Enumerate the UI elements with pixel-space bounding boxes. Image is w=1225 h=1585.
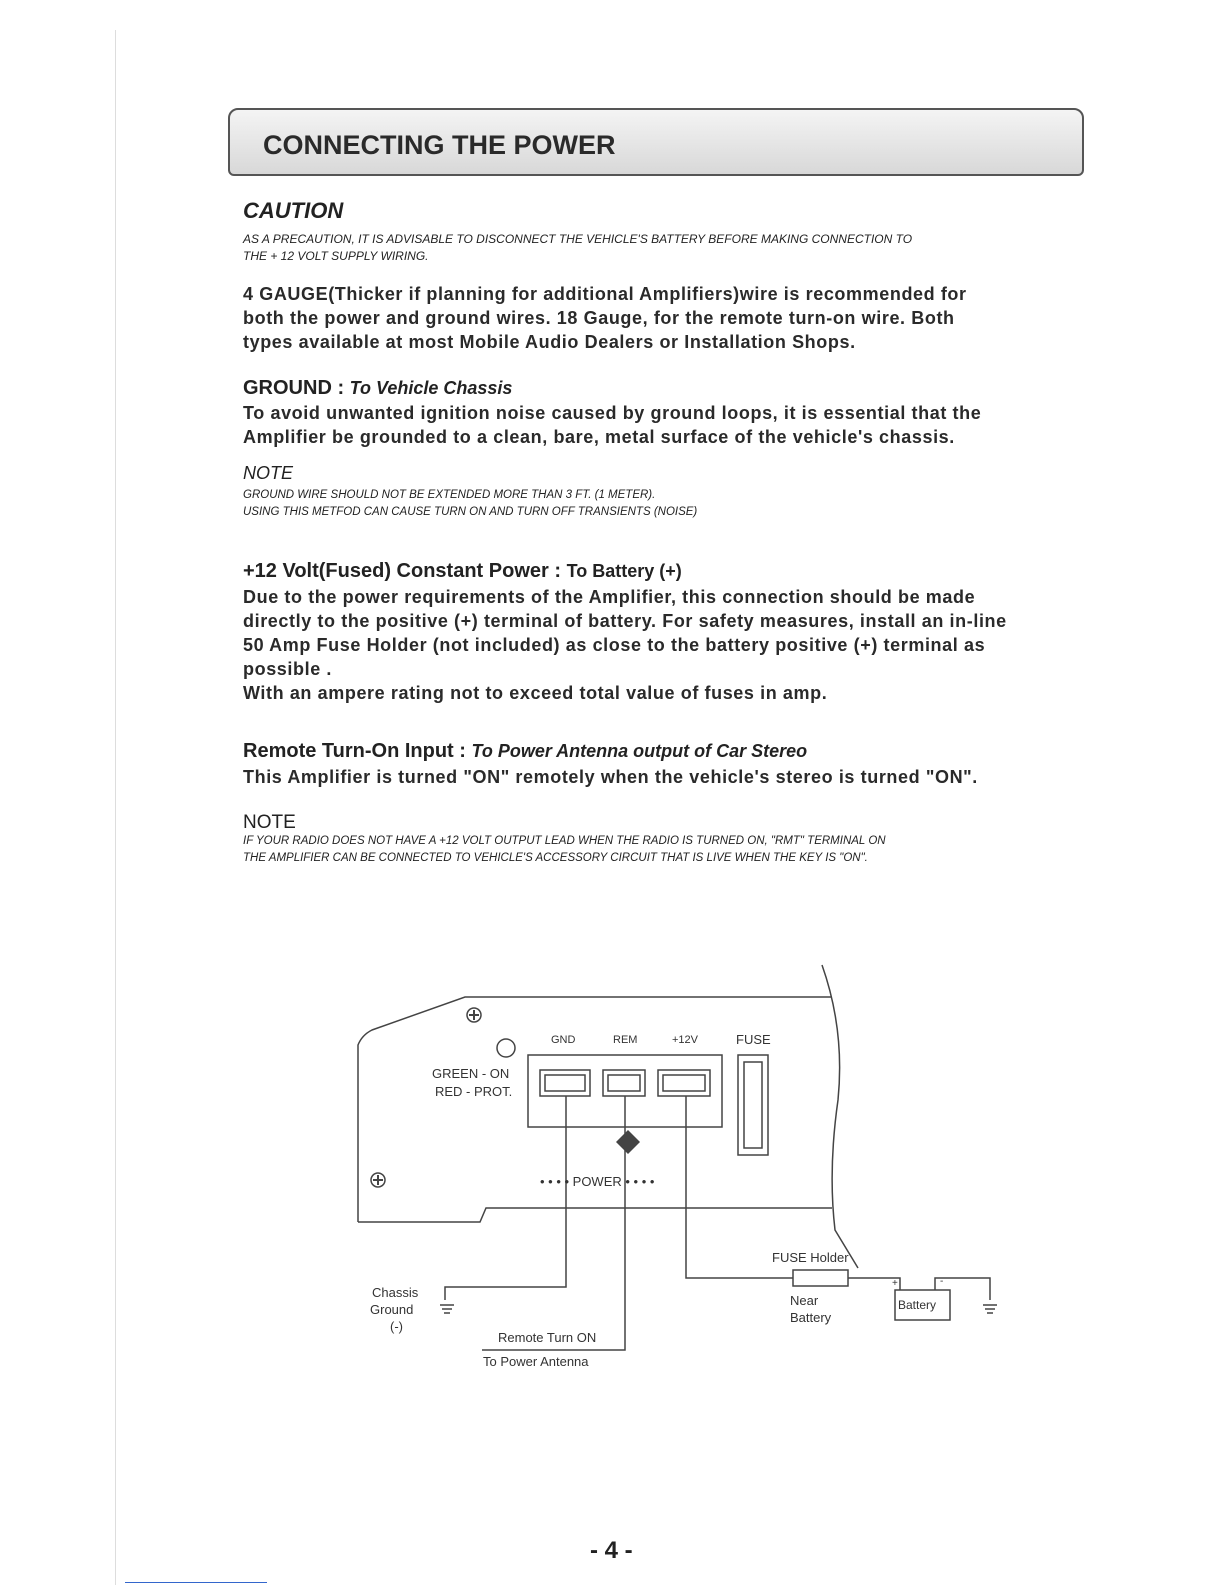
remote-wire <box>482 1096 625 1350</box>
fuse-label: FUSE <box>736 1032 771 1047</box>
power-line: possible . <box>243 659 333 679</box>
caution-line: THE + 12 VOLT SUPPLY WIRING. <box>243 249 429 263</box>
power-subtitle: To Battery (+) <box>566 561 682 581</box>
caution-line: AS A PRECAUTION, IT IS ADVISABLE TO DISCONNECT THE VEHICLE'S BATTERY BEFORE MAKING CONNECTION TO <box>243 232 913 246</box>
gauge-line: types available at most Mobile Audio Dealers or Installation Shops. <box>243 332 856 352</box>
green-on-label: GREEN - ON <box>432 1066 510 1081</box>
amplifier-cut-edge <box>822 965 858 1268</box>
page-title: CONNECTING THE POWER <box>263 130 616 160</box>
note1-line: GROUND WIRE SHOULD NOT BE EXTENDED MORE THAN 3 FT. (1 METER). <box>243 489 656 501</box>
ground-subtitle: To Vehicle Chassis <box>349 378 513 398</box>
power-line: 50 Amp Fuse Holder (not included) as close to the battery positive (+) terminal as <box>243 635 986 655</box>
power-line: Due to the power requirements of the Amplifier, this connection should be made <box>243 587 976 607</box>
link-underline <box>125 1582 267 1583</box>
note2-line: IF YOUR RADIO DOES NOT HAVE A +12 VOLT OUTPUT LEAD WHEN THE RADIO IS TURNED ON, "RMT" TERMINAL ON <box>243 835 886 847</box>
page-number: - 4 - <box>590 1537 633 1564</box>
near-label: Near <box>790 1293 819 1308</box>
chassis-label: Chassis <box>372 1285 419 1300</box>
ground-label: Ground <box>370 1302 414 1317</box>
battery-minus: - <box>940 1276 944 1287</box>
fuse-slot <box>738 1055 768 1155</box>
power-line: directly to the positive (+) terminal of battery. For safety measures, install an in-line <box>243 611 1007 631</box>
note1-line: USING THIS METFOD CAN CAUSE TURN ON AND TURN OFF TRANSIENTS (NOISE) <box>243 506 698 518</box>
led-indicator <box>497 1039 515 1057</box>
remote-on-label: Remote Turn ON <box>498 1330 597 1345</box>
power-title: +12 Volt(Fused) Constant Power : <box>243 560 567 582</box>
gnd-label: GND <box>551 1034 576 1046</box>
negative-label: (-) <box>390 1319 403 1334</box>
remote-title: Remote Turn-On Input : <box>243 740 472 762</box>
power-label: • • • • POWER • • • • <box>540 1174 655 1189</box>
ground-title: GROUND : <box>243 377 350 399</box>
remote-subtitle: To Power Antenna output of Car Stereo <box>471 741 808 761</box>
note2-heading: NOTE <box>243 812 296 833</box>
fuse-holder <box>793 1270 848 1286</box>
gauge-line: 4 GAUGE(Thicker if planning for additional Amplifiers)wire is recommended for <box>243 284 967 304</box>
remote-line: This Amplifier is turned "ON" remotely when the vehicle's stereo is turned "ON". <box>243 767 978 787</box>
gauge-line: both the power and ground wires. 18 Gauge, for the remote turn-on wire. Both <box>243 308 955 328</box>
fuse-holder-label: FUSE Holder <box>772 1250 849 1265</box>
rem-label: REM <box>613 1034 638 1046</box>
battery-word-label: Battery <box>790 1310 832 1325</box>
antenna-label: To Power Antenna <box>483 1354 589 1369</box>
note2-line: THE AMPLIFIER CAN BE CONNECTED TO VEHICLE'S ACCESSORY CIRCUIT THAT IS LIVE WHEN THE KEY IS "ON". <box>243 852 868 864</box>
battery-plus: + <box>892 1278 898 1289</box>
battery-label: Battery <box>898 1298 937 1312</box>
red-prot-label: RED - PROT. <box>435 1084 513 1099</box>
note1-heading: NOTE <box>243 463 294 483</box>
ground-line: To avoid unwanted ignition noise caused by ground loops, it is essential that the <box>243 403 982 423</box>
12v-label: +12V <box>672 1034 698 1046</box>
caution-heading: CAUTION <box>243 198 344 223</box>
power-line: With an ampere rating not to exceed total value of fuses in amp. <box>243 683 828 703</box>
amplifier-bottom <box>358 1208 832 1222</box>
ground-line: Amplifier be grounded to a clean, bare, metal surface of the vehicle's chassis. <box>243 427 955 447</box>
